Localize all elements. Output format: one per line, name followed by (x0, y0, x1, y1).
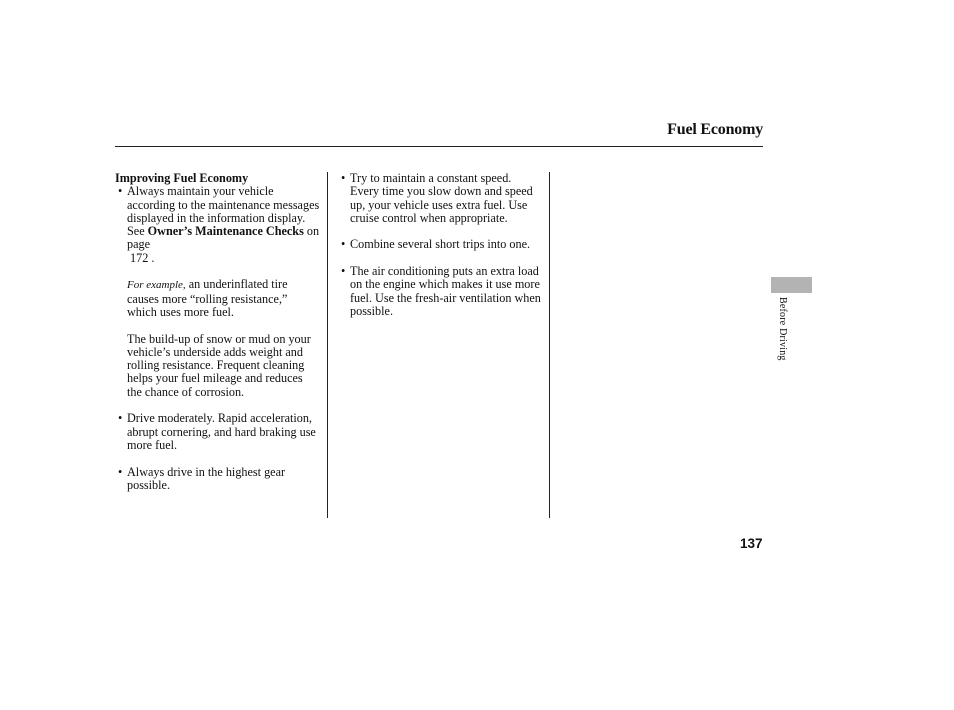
column-1 (115, 172, 320, 492)
column-divider (327, 172, 328, 518)
column-2 (338, 172, 543, 318)
bullet-text: Always maintain your vehicle according to the maintenance messages displayed in the information display. See (127, 184, 320, 239)
column-divider (549, 172, 550, 518)
bullet-text: Combine several short trips into one. (350, 237, 531, 252)
bullet-dot: • (118, 184, 123, 199)
paragraph-example (115, 278, 320, 319)
owners-maintenance-checks-link-text: Owner’s Maintenance Checks (147, 224, 304, 239)
bullet-dot: • (341, 171, 346, 185)
italic-lead: For example, (127, 279, 186, 292)
bullet-text: Always drive in the highest gear possible. (127, 464, 286, 492)
bullet-text: on page (127, 224, 320, 252)
bullet-dot: • (341, 237, 346, 252)
bullet-item-highest-gear (115, 466, 320, 493)
section-heading: Improving Fuel Economy (115, 171, 249, 185)
title-rule (115, 146, 763, 147)
page-reference[interactable]: 172 (130, 250, 149, 265)
bullet-item-drive-moderately (115, 412, 320, 452)
paragraph-snow-mud (115, 333, 320, 399)
bullet-text: Try to maintain a constant speed. Every time you slow down and speed up, your vehicle uses extra fuel. Use cruise control when appropriate. (350, 171, 533, 225)
section-tab-marker (771, 277, 812, 293)
page-number: 137 (740, 536, 763, 551)
bullet-item-maintenance (115, 185, 320, 265)
bullet-text: The air conditioning puts an extra load on the engine which makes it use more fuel. Use the fresh-air ventilation when possible. (350, 264, 541, 318)
paragraph-text: The build-up of snow or mud on your vehicle’s underside adds weight and rolling resistance. Frequent cleaning helps your fuel mileage and reduces the chance of corrosion. (127, 331, 311, 399)
bullet-item-constant-speed (338, 172, 543, 225)
bullet-dot: • (118, 464, 123, 479)
bullet-item-air-conditioning (338, 265, 543, 318)
section-side-label: Before Driving (777, 297, 788, 361)
paragraph-text: an underinflated tire causes more “rolling resistance,” which uses more fuel. (127, 277, 288, 319)
bullet-dot: • (118, 411, 123, 426)
bullet-dot: • (341, 264, 346, 279)
bullet-text-end: . (151, 250, 155, 265)
bullet-text: Drive moderately. Rapid acceleration, abrupt cornering, and hard braking use more fuel. (127, 411, 316, 452)
bullet-item-combine-trips (338, 238, 543, 251)
page-title: Fuel Economy (667, 121, 763, 138)
